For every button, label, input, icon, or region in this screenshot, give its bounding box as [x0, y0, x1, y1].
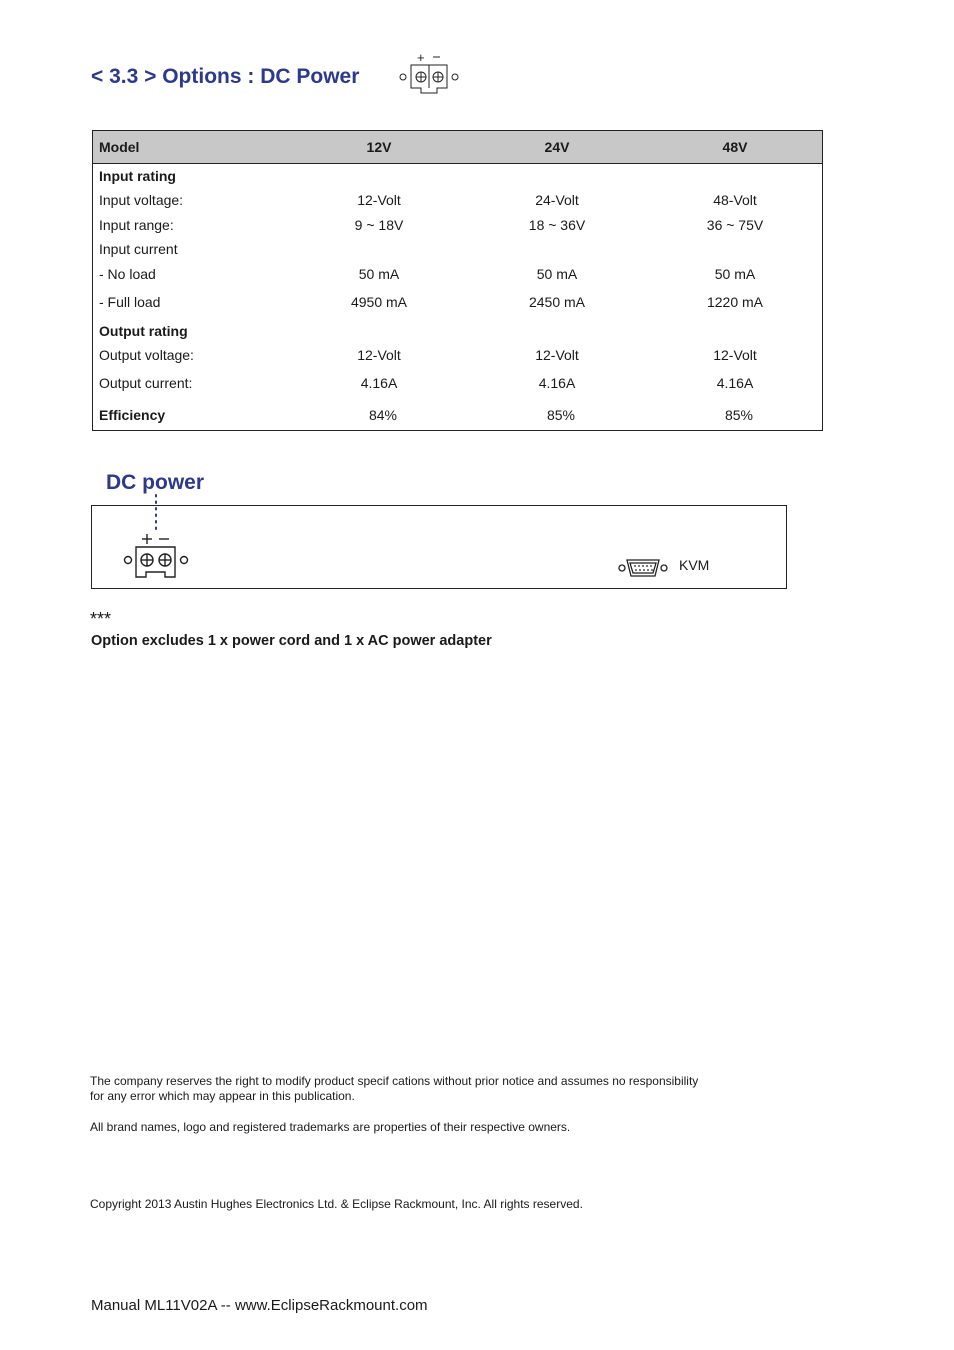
- rear-panel-diagram: [91, 505, 787, 589]
- cell-24v: 12-Volt: [535, 347, 579, 363]
- disclaimer-line-1: The company reserves the right to modify product specif cations without prior notice and assumes no responsibility: [90, 1074, 699, 1088]
- disclaimer-line-3: All brand names, logo and registered trademarks are properties of their respective owners.: [90, 1120, 571, 1134]
- cell-24v: 18 ~ 36V: [528, 217, 586, 233]
- header-48v: 48V: [722, 139, 748, 155]
- table-header-row: [93, 131, 822, 164]
- row-label: - No load: [99, 266, 156, 282]
- header-12v: 12V: [366, 139, 392, 155]
- header-model: Model: [99, 139, 140, 155]
- row-label: Efficiency: [99, 407, 166, 423]
- row-label: Output rating: [99, 323, 188, 339]
- cell-24v: 4.16A: [538, 375, 576, 391]
- spec-table: [92, 130, 823, 431]
- row-label: Input rating: [99, 168, 176, 184]
- cell-48v: 48-Volt: [713, 192, 757, 208]
- cell-12v: 50 mA: [358, 266, 400, 282]
- section-title: < 3.3 > Options : DC Power: [91, 65, 360, 88]
- svg-text:+: +: [417, 50, 425, 65]
- dotted-leader-line: [151, 494, 161, 532]
- row-label: Input voltage:: [99, 192, 184, 208]
- cell-12v: 4.16A: [360, 375, 398, 391]
- dc-terminal-block-icon: [397, 50, 463, 96]
- cell-48v: 1220 mA: [706, 294, 764, 310]
- cell-24v: 24-Volt: [535, 192, 579, 208]
- copyright: Copyright 2013 Austin Hughes Electronics Ltd. & Eclipse Rackmount, Inc. All rights reserved.: [90, 1197, 583, 1211]
- kvm-label: KVM: [679, 557, 710, 573]
- cell-48v: 50 mA: [714, 266, 756, 282]
- kvm-port-icon: [617, 556, 669, 580]
- row-label: Input current: [99, 241, 178, 257]
- cell-24v: 85%: [546, 407, 576, 423]
- row-label: - Full load: [99, 294, 161, 310]
- note-stars: ***: [90, 609, 112, 629]
- cell-48v: 12-Volt: [713, 347, 757, 363]
- cell-12v: 12-Volt: [357, 192, 401, 208]
- cell-24v: 2450 mA: [528, 294, 586, 310]
- cell-12v: 9 ~ 18V: [354, 217, 404, 233]
- header-24v: 24V: [544, 139, 570, 155]
- footer: Manual ML11V02A -- www.EclipseRackmount.com: [91, 1297, 428, 1314]
- cell-48v: 85%: [724, 407, 754, 423]
- dc-input-terminal-icon: [118, 530, 194, 582]
- row-label: Output current:: [99, 375, 193, 391]
- cell-12v: 12-Volt: [357, 347, 401, 363]
- cell-24v: 50 mA: [536, 266, 578, 282]
- cell-12v: 4950 mA: [350, 294, 408, 310]
- cell-48v: 4.16A: [716, 375, 754, 391]
- cell-12v: 84%: [368, 407, 398, 423]
- row-label: Input range:: [99, 217, 174, 233]
- cell-48v: 36 ~ 75V: [706, 217, 764, 233]
- row-label: Output voltage:: [99, 347, 194, 363]
- dc-power-title: DC power: [106, 471, 205, 494]
- note-text: Option excludes 1 x power cord and 1 x AC power adapter: [91, 633, 492, 649]
- disclaimer-line-2: for any error which may appear in this publication.: [90, 1089, 355, 1103]
